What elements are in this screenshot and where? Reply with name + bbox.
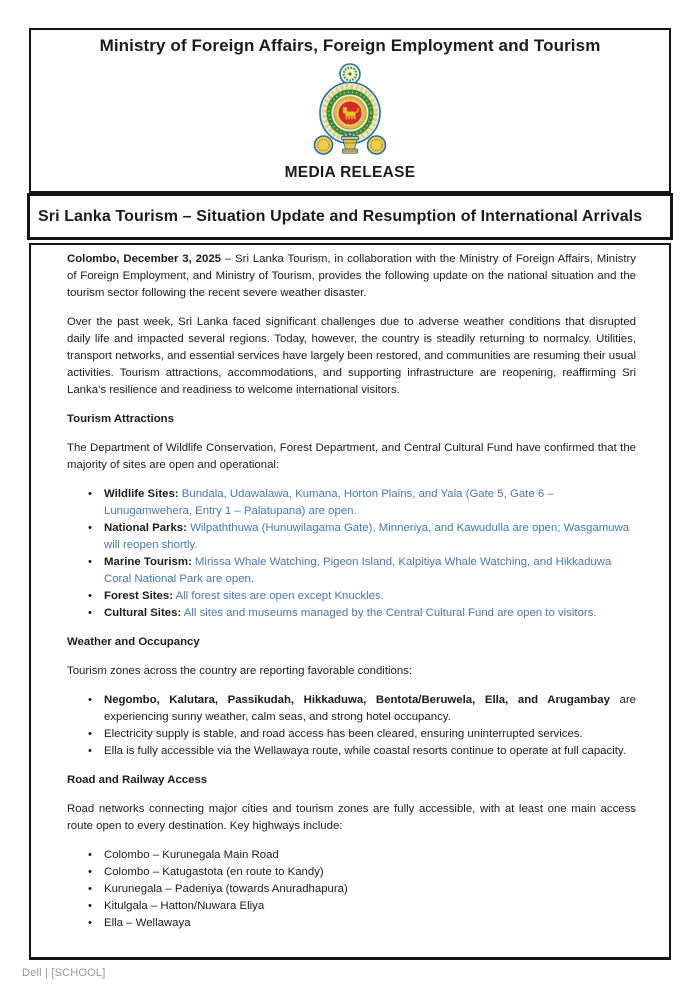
list-item: [67, 864, 636, 881]
list-item: [67, 692, 636, 726]
bullet-text: All sites and museums managed by the Central Cultural Fund are open to visitors.: [181, 607, 597, 619]
bullet-list-weather-occupancy: [67, 692, 636, 760]
bullet-list-tourism-attractions: [67, 486, 636, 622]
section-lead-tourism-attractions: The Department of Wildlife Conservation, Forest Department, and Central Cultural Fund have confirmed that the majority of sites are open and operational:: [67, 442, 636, 471]
list-item: [67, 588, 636, 605]
list-item: [67, 915, 636, 932]
list-item: [67, 743, 636, 760]
intro-paragraph: Over the past week, Sri Lanka faced significant challenges due to adverse weather conditions that disrupted daily life and impacted several regions. Today, however, the country is steadily returning to normalcy. Utilities, transport networks, and essential services have largely been restored, and communities are resuming their usual activities. Tourism attractions, accommodations, and supporting infrastructure are reopening, reaffirming Sri Lanka’s resilience and readiness to welcome international visitors.: [67, 316, 636, 396]
bullet-text: Mirissa Whale Watching, Pigeon Island, Kalpitiya Whale Watching, and Hikkaduwa Coral National Park are open.: [104, 556, 612, 585]
bullet-label: Wildlife Sites:: [104, 488, 179, 500]
document-body: [29, 243, 671, 960]
bullet-label: Forest Sites:: [104, 590, 173, 602]
bullet-text: Kurunegala – Padeniya (towards Anuradhapura): [104, 883, 348, 895]
bullet-text: are experiencing sunny weather, calm seas, and strong hotel occupancy.: [104, 694, 636, 723]
bullet-text: Bundala, Udawalawa, Kumana, Horton Plains, and Yala (Gate 5, Gate 6 – Lunugamwehera, Entry 1 – Palatupana) are open.: [104, 488, 554, 517]
section-lead-road-railway: Road networks connecting major cities and tourism zones are fully accessible, with at least one main access route open to every destination. Key highways include:: [67, 803, 636, 832]
dateline-paragraph: [67, 251, 636, 302]
media-release-label: MEDIA RELEASE: [284, 164, 416, 181]
list-item: [67, 554, 636, 588]
bullet-text: Colombo – Katugastota (en route to Kandy): [104, 866, 324, 878]
list-item: [67, 898, 636, 915]
page-footer: Dell | [SCHOOL]: [22, 967, 106, 979]
bullet-label: Cultural Sites:: [104, 607, 182, 619]
bullet-text: Electricity supply is stable, and road access has been cleared, ensuring uninterrupted services.: [104, 728, 583, 740]
list-item: [67, 486, 636, 520]
section-heading-tourism-attractions: Tourism Attractions: [67, 413, 174, 425]
list-item: [67, 605, 636, 622]
bullet-text: Colombo – Kurunegala Main Road: [104, 849, 279, 861]
bullet-text: Wilpaththuwa (Hunuwilagama Gate), Minneriya, and Kawudulla are open; Wasgamuwa will reopen shortly.: [104, 522, 630, 551]
list-item: [67, 520, 636, 554]
ministry-title: Ministry of Foreign Affairs, Foreign Employment and Tourism: [99, 36, 601, 55]
bullet-label: Marine Tourism:: [104, 556, 192, 568]
dateline-text: – Sri Lanka Tourism, in collaboration with the Ministry of Foreign Affairs, Ministry of Foreign Employment, and Ministry of Tourism, provides the following update on the national situation and the tourism sector following the recent severe weather disaster.: [67, 253, 636, 299]
bullet-text: All forest sites are open except Knuckles.: [173, 590, 384, 602]
bullet-list-road-railway: [67, 847, 636, 932]
bullet-text: Ella – Wellawaya: [104, 917, 191, 929]
bullet-label: National Parks:: [104, 522, 187, 534]
list-item: [67, 847, 636, 864]
bullet-text: Kitulgala – Hatton/Nuwara Eliya: [104, 900, 265, 912]
section-lead-weather-occupancy: Tourism zones across the country are reporting favorable conditions:: [67, 665, 413, 677]
bullet-text: Ella is fully accessible via the Wellawaya route, while coastal resorts continue to operate at full capacity.: [104, 745, 626, 757]
section-heading-weather-occupancy: Weather and Occupancy: [67, 636, 200, 648]
bullet-label: Negombo, Kalutara, Passikudah, Hikkaduwa, Bentota/Beruwela, Ella, and Arugambay: [104, 694, 610, 706]
headline-box: [27, 193, 673, 240]
section-heading-road-railway: Road and Railway Access: [67, 774, 208, 786]
header-box: [29, 28, 671, 193]
dateline-bold: Colombo, December 3, 2025: [67, 253, 222, 265]
list-item: [67, 881, 636, 898]
sri-lanka-emblem-icon: [312, 63, 388, 158]
headline-title: Sri Lanka Tourism – Situation Update and Resumption of International Arrivals: [38, 207, 643, 225]
list-item: [67, 726, 636, 743]
